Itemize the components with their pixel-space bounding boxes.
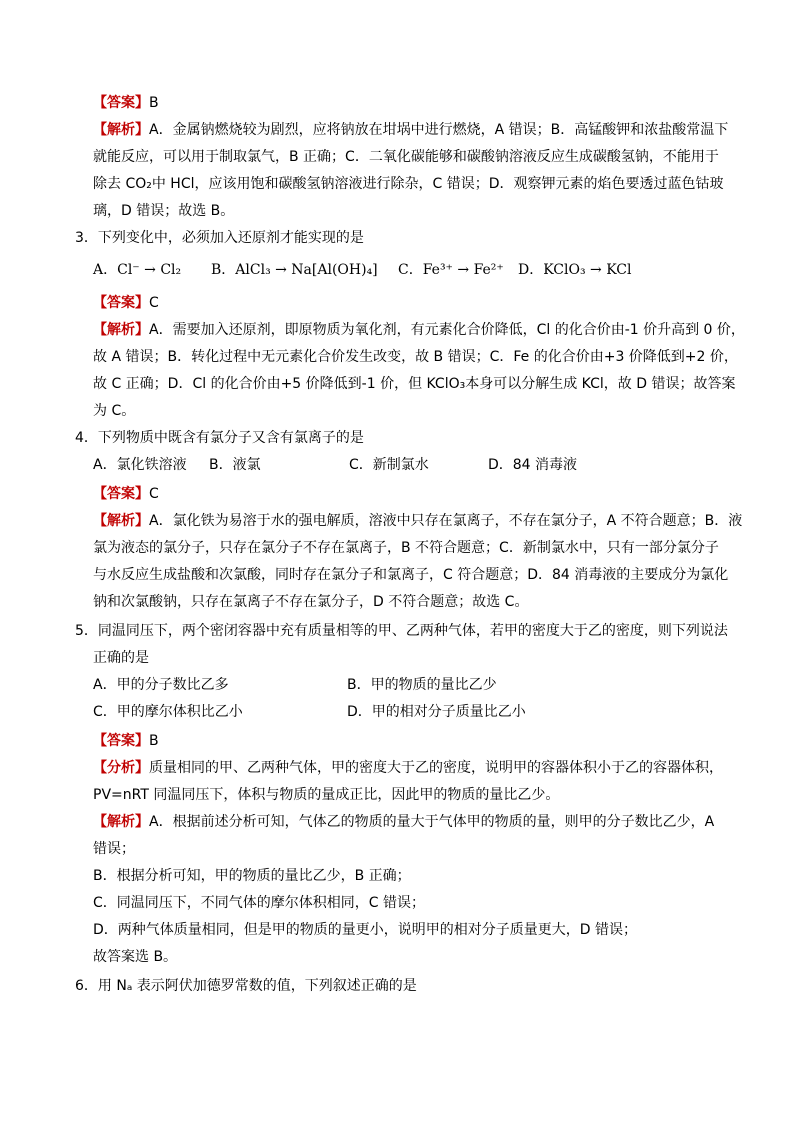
answer-tag: 【答案】 bbox=[93, 95, 149, 111]
option-b: B．甲的物质的量比乙少 bbox=[347, 677, 497, 693]
analysis-text: 故 A 错误；B．转化过程中无元素化合价发生改变，故 B 错误；C．Fe 的化合价由+3 价降低到+2 价， bbox=[93, 349, 738, 365]
answer-line bbox=[93, 731, 159, 751]
option-a: A．甲的分子数比乙多 bbox=[93, 677, 229, 693]
analysis-line bbox=[93, 812, 714, 832]
answer-value: B bbox=[149, 733, 159, 749]
answer-line bbox=[93, 293, 159, 313]
analysis-line bbox=[93, 511, 742, 531]
option-b: B．AlCl₃ → Na[Al(OH)₄] bbox=[211, 262, 378, 278]
answer-tag: 【答案】 bbox=[93, 733, 149, 749]
analysis-text: A．需要加入还原剂，即原物质为氧化剂，有元素化合价降低，Cl 的化合价由-1 价升高到 0 价， bbox=[149, 322, 745, 338]
fenxi-text: PV=nRT 同温同压下，体积与物质的量成正比，因此甲的物质的量比乙少。 bbox=[93, 787, 560, 803]
analysis-line bbox=[93, 320, 745, 340]
analysis-tag: 【解析】 bbox=[93, 322, 149, 338]
fenxi-line bbox=[93, 758, 723, 778]
option-b: B．液氯 bbox=[209, 457, 261, 473]
analysis-text: 除去 CO₂中 HCl，应该用饱和碳酸氢钠溶液进行除杂，C 错误；D．观察钾元素的焰色要透过蓝色钴玻 bbox=[93, 176, 724, 192]
analysis-text: 氯为液态的氯分子，只存在氯分子不存在氯离子，B 不符合题意；C．新制氯水中，只有一部分氯分子 bbox=[93, 540, 719, 556]
answer-line bbox=[93, 93, 159, 113]
analysis-text: 故答案选 B。 bbox=[93, 949, 178, 965]
answer-value: B bbox=[149, 95, 159, 111]
question-stem: 4．下列物质中既含有氯分子又含有氯离子的是 bbox=[75, 430, 364, 446]
analysis-tag: 【解析】 bbox=[93, 513, 149, 529]
analysis-line bbox=[93, 120, 728, 140]
question-stem: 6．用 Nₐ 表示阿伏加德罗常数的值，下列叙述正确的是 bbox=[75, 978, 417, 994]
option-d: D．KClO₃ → KCl bbox=[518, 262, 632, 278]
analysis-text: 璃，D 错误；故选 B。 bbox=[93, 203, 235, 219]
analysis-text: 钠和次氯酸钠，只存在氯离子不存在氯分子，D 不符合题意；故选 C。 bbox=[93, 594, 529, 610]
analysis-text: A．金属钠燃烧较为剧烈，应将钠放在坩埚中进行燃烧，A 错误；B．高锰酸钾和浓盐酸常温下 bbox=[149, 122, 729, 138]
option-a: A．Cl⁻ → Cl₂ bbox=[93, 262, 182, 278]
analysis-text: 错误； bbox=[93, 841, 135, 857]
analysis-text: C．同温同压下，不同气体的摩尔体积相同，C 错误； bbox=[93, 895, 425, 911]
option-c: C．甲的摩尔体积比乙小 bbox=[93, 704, 243, 720]
answer-line bbox=[93, 484, 159, 504]
answer-tag: 【答案】 bbox=[93, 486, 149, 502]
analysis-text: 故 C 正确；D．Cl 的化合价由+5 价降低到-1 价，但 KClO₃本身可以分解生成 KCl，故 D 错误；故答案 bbox=[93, 376, 736, 392]
answer-value: C bbox=[149, 486, 159, 502]
option-d: D．甲的相对分子质量比乙小 bbox=[347, 704, 526, 720]
option-d: D．84 消毒液 bbox=[488, 457, 578, 473]
analysis-text: B．根据分析可知，甲的物质的量比乙少，B 正确； bbox=[93, 868, 411, 884]
analysis-text: D．两种气体质量相同，但是甲的物质的量更小，说明甲的相对分子质量更大，D 错误； bbox=[93, 922, 638, 938]
fenxi-tag: 【分析】 bbox=[93, 760, 149, 776]
option-a: A．氯化铁溶液 bbox=[93, 457, 187, 473]
analysis-text: A．氯化铁为易溶于水的强电解质，溶液中只存在氯离子，不存在氯分子，A 不符合题意；B．液 bbox=[149, 513, 743, 529]
analysis-text: 与水反应生成盐酸和次氯酸，同时存在氯分子和氯离子，C 符合题意；D．84 消毒液的主要成分为氯化 bbox=[93, 567, 729, 583]
analysis-text: A．根据前述分析可知，气体乙的物质的量大于气体甲的物质的量，则甲的分子数比乙少，A bbox=[149, 814, 715, 830]
question-stem-cont: 正确的是 bbox=[93, 650, 149, 666]
option-c: C．Fe³⁺ → Fe²⁺ bbox=[398, 262, 504, 278]
analysis-text: 就能反应，可以用于制取氯气，B 正确；C．二氧化碳能够和碳酸钠溶液反应生成碳酸氢钠，不能用于 bbox=[93, 149, 719, 165]
question-stem: 5．同温同压下，两个密闭容器中充有质量相等的甲、乙两种气体，若甲的密度大于乙的密度，则下列说法 bbox=[75, 623, 728, 639]
answer-value: C bbox=[149, 295, 159, 311]
fenxi-text: 质量相同的甲、乙两种气体，甲的密度大于乙的密度，说明甲的容器体积小于乙的容器体积， bbox=[149, 760, 723, 776]
analysis-tag: 【解析】 bbox=[93, 122, 149, 138]
analysis-tag: 【解析】 bbox=[93, 814, 149, 830]
option-c: C．新制氯水 bbox=[349, 457, 429, 473]
question-stem: 3．下列变化中，必须加入还原剂才能实现的是 bbox=[75, 230, 364, 246]
answer-tag: 【答案】 bbox=[93, 295, 149, 311]
analysis-text: 为 C。 bbox=[93, 403, 136, 419]
